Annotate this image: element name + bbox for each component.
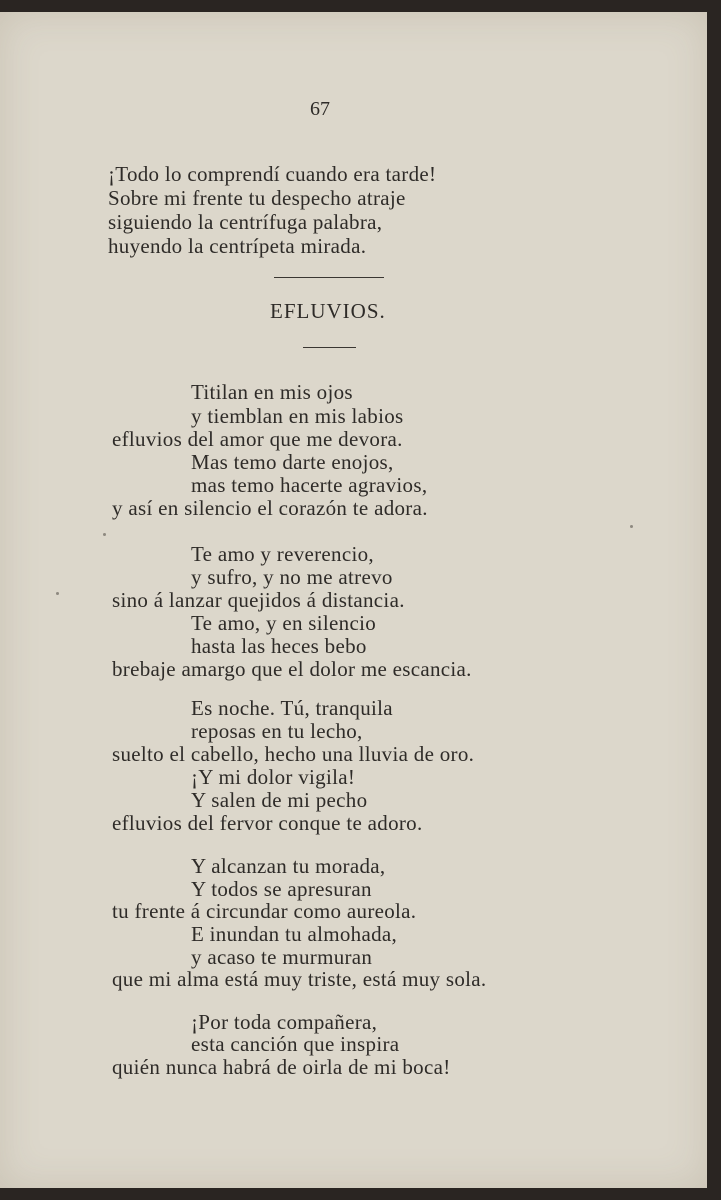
intro-line: siguiendo la centrífuga palabra, xyxy=(108,210,383,234)
verse-line: Y salen de mi pecho xyxy=(191,788,368,812)
verse-line: Te amo y reverencio, xyxy=(191,542,374,566)
verse-line: Titilan en mis ojos xyxy=(191,380,353,404)
verse-line: suelto el cabello, hecho una lluvia de oro. xyxy=(112,742,475,766)
verse-line: mas temo hacerte agravios, xyxy=(191,473,428,497)
title-underline xyxy=(303,347,356,348)
poem-title: EFLUVIOS. xyxy=(270,299,386,323)
intro-line: huyendo la centrípeta mirada. xyxy=(108,234,367,258)
verse-line: y sufro, y no me atrevo xyxy=(191,565,393,589)
section-divider xyxy=(274,277,384,278)
paper-speck xyxy=(103,533,106,536)
verse-line: Es noche. Tú, tranquila xyxy=(191,696,393,720)
verse-line: y tiemblan en mis labios xyxy=(191,404,404,428)
verse-line: Y todos se apresuran xyxy=(191,877,372,901)
verse-line: Y alcanzan tu morada, xyxy=(191,854,386,878)
verse-line: efluvios del fervor conque te adoro. xyxy=(112,811,423,835)
verse-line: que mi alma está muy triste, está muy sola. xyxy=(112,967,487,991)
intro-line: ¡Todo lo comprendí cuando era tarde! xyxy=(108,162,437,186)
paper-speck xyxy=(630,525,633,528)
verse-line: quién nunca habrá de oirla de mi boca! xyxy=(112,1055,451,1079)
verse-line: ¡Y mi dolor vigila! xyxy=(191,765,356,789)
verse-line: efluvios del amor que me devora. xyxy=(112,427,403,451)
book-page xyxy=(0,12,707,1188)
verse-line: sino á lanzar quejidos á distancia. xyxy=(112,588,405,612)
verse-line: hasta las heces bebo xyxy=(191,634,367,658)
verse-line: esta canción que inspira xyxy=(191,1032,400,1056)
verse-line: ¡Por toda compañera, xyxy=(191,1010,378,1034)
verse-line: y así en silencio el corazón te adora. xyxy=(112,496,428,520)
verse-line: tu frente á circundar como aureola. xyxy=(112,899,417,923)
intro-line: Sobre mi frente tu despecho atraje xyxy=(108,186,406,210)
paper-speck xyxy=(56,592,59,595)
verse-line: Te amo, y en silencio xyxy=(191,611,377,635)
verse-line: Mas temo darte enojos, xyxy=(191,450,394,474)
verse-line: reposas en tu lecho, xyxy=(191,719,363,743)
verse-line: brebaje amargo que el dolor me escancia. xyxy=(112,657,472,681)
verse-line: y acaso te murmuran xyxy=(191,945,373,969)
page-number: 67 xyxy=(310,98,330,120)
verse-line: E inundan tu almohada, xyxy=(191,922,398,946)
